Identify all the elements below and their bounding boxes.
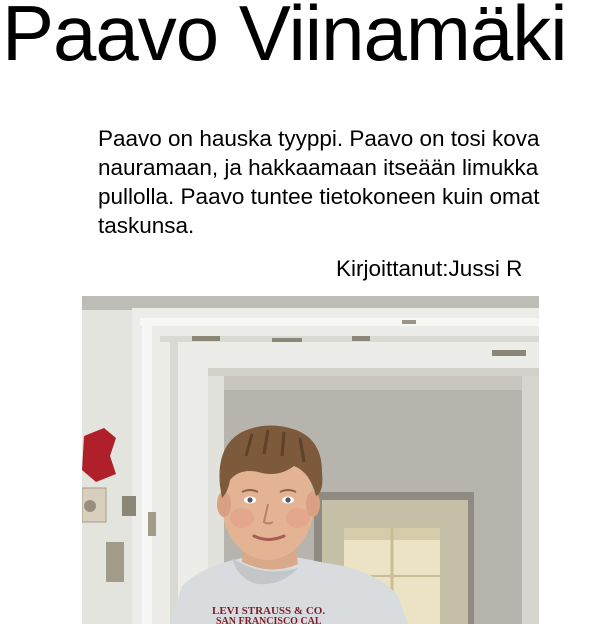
shirt-print-line2: SAN FRANCISCO CAL <box>216 616 322 624</box>
article-body: Paavo on hauska tyyppi. Paavo on tosi kova nauramaan, ja hakkaamaan itseään limukka pullolla. Paavo tuntee tietokoneen kuin omat taskunsa. <box>98 126 540 238</box>
shirt-print-line1: LEVI STRAUSS & CO. <box>212 605 326 617</box>
article-author: Kirjoittanut:Jussi R <box>336 256 523 281</box>
page-title: Paavo Viinamäki <box>2 0 567 77</box>
portrait-photo <box>82 296 539 624</box>
